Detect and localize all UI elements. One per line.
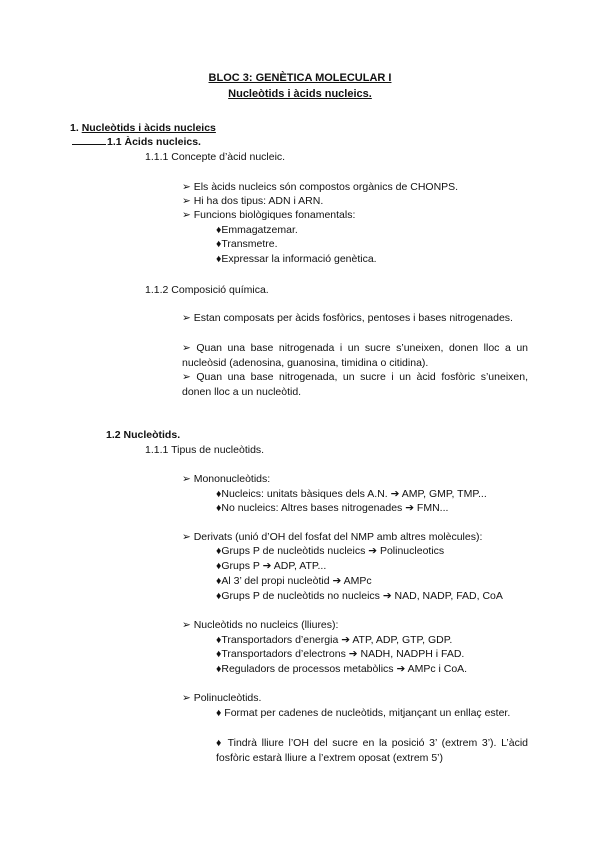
section1-heading-text: Nucleòtids i àcids nucleics [81, 122, 216, 134]
derived-item-4: ♦Grups P de nucleòtids no nucleics ➔ NAD, NADP, FAD, CoA [216, 590, 503, 602]
mono-item-2: ♦No nucleics: Altres bases nitrogenades ➔ FMN... [216, 502, 449, 514]
section1-number: 1. [70, 122, 79, 134]
poly-paragraph-2: ♦ Tindrà lliure l’OH del sucre en la posició 3’ (extrem 3’). L’àcid fosfòric estarà lliure a l’extrem oposat (extrem 5’) [216, 737, 528, 764]
composition-paragraph-1: ➢ Estan composats per àcids fosfòrics, pentoses i bases nitrogenades. [182, 312, 513, 324]
function-item-3: ♦Expressar la informació genètica. [216, 253, 377, 265]
composition-heading: 1.1.2 Composició química. [145, 284, 269, 296]
concept-item-3: ➢ Funcions biològiques fonamentals: [182, 209, 356, 221]
function-item-2: ♦Transmetre. [216, 238, 278, 250]
fill-blank-line [72, 135, 106, 145]
poly-paragraph-1: ♦ Format per cadenes de nucleòtids, mitjançant un enllaç ester. [216, 707, 511, 719]
subsection-1-2-heading: 1.2 Nucleòtids. [106, 429, 181, 441]
subsection-1-1-label: 1.1 Àcids nucleics. [107, 136, 201, 148]
document-title-line2: Nucleòtids i àcids nucleics. [228, 88, 372, 100]
nonnucleic-item-1: ♦Transportadors d’energia ➔ ATP, ADP, GTP, GDP. [216, 634, 453, 646]
composition-paragraph-3: ➢ Quan una base nitrogenada, un sucre i un àcid fosfòric s’uneixen, donen lloc a un nucleòtid. [182, 371, 528, 398]
function-item-1: ♦Emmagatzemar. [216, 224, 298, 236]
section1-heading [70, 122, 216, 135]
concept-heading: 1.1.1 Concepte d’àcid nucleic. [145, 151, 286, 163]
subsection-1-1-heading [72, 135, 201, 149]
concept-item-1: ➢ Els àcids nucleics són compostos orgànics de CHONPS. [182, 181, 459, 193]
composition-paragraph-2: ➢ Quan una base nitrogenada i un sucre s’uneixen, donen lloc a un nucleòsid (adenosina, guanosina, timidina o citidina). [182, 342, 528, 369]
poly-heading: ➢ Polinucleòtids. [182, 692, 262, 704]
nonnucleic-heading: ➢ Nucleòtids no nucleics (lliures): [182, 619, 339, 631]
document-title-line1: BLOC 3: GENÈTICA MOLECULAR I [208, 72, 392, 84]
concept-item-2: ➢ Hi ha dos tipus: ADN i ARN. [182, 195, 324, 207]
nonnucleic-item-3: ♦Reguladors de processos metabòlics ➔ AMPc i CoA. [216, 663, 468, 675]
nonnucleic-item-2: ♦Transportadors d’electrons ➔ NADH, NADPH i FAD. [216, 648, 465, 660]
derived-item-1: ♦Grups P de nucleòtids nucleics ➔ Polinucleotics [216, 545, 445, 557]
mono-heading: ➢ Mononucleòtids: [182, 473, 271, 485]
derived-item-3: ♦Al 3’ del propi nucleòtid ➔ AMPc [216, 575, 372, 587]
derived-heading: ➢ Derivats (unió d’OH del fosfat del NMP amb altres molècules): [182, 531, 483, 543]
types-heading: 1.1.1 Tipus de nucleòtids. [145, 444, 265, 456]
mono-item-1: ♦Nucleics: unitats bàsiques dels A.N. ➔ AMP, GMP, TMP... [216, 488, 487, 500]
derived-item-2: ♦Grups P ➔ ADP, ATP... [216, 560, 327, 572]
